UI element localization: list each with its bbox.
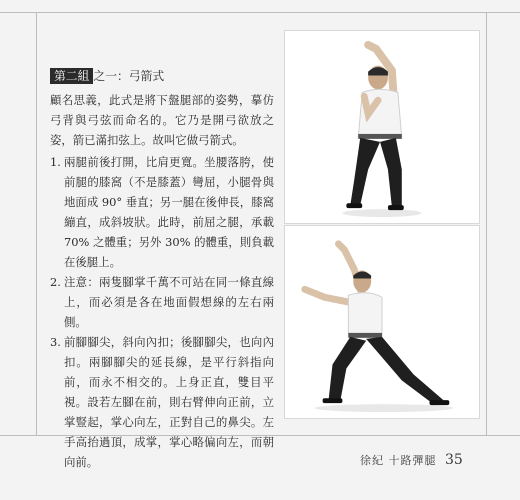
page-footer (360, 452, 500, 468)
stance-photo-side (284, 225, 480, 419)
top-rule (0, 12, 520, 13)
step-number: 3. (50, 335, 61, 349)
footer-author: 徐紀 (360, 454, 384, 467)
step-item (48, 152, 274, 272)
page-number: 35 (445, 452, 463, 468)
right-margin-rule (486, 12, 487, 435)
footer-book-title: 十路彈腿 (388, 454, 437, 467)
section-title: 之一：弓箭式 (93, 69, 165, 83)
section-badge: 第二組 (50, 68, 93, 84)
step-number: 2. (50, 275, 61, 289)
step-text: 注意：兩隻腳掌千萬不可站在同一條直線上，而必須是各在地面假想線的左右兩側。 (64, 275, 274, 329)
intro-paragraph: 顧名思義，此式是將下盤腿部的姿勢，摹仿弓背與弓弦而命名的。它乃是開弓欲放之姿，箭已滿扣弦上。故叫它做弓箭式。 (50, 93, 274, 147)
step-item (48, 332, 274, 472)
steps-list (48, 152, 274, 472)
stance-photo-front (284, 30, 480, 224)
figure-side-view (285, 226, 479, 418)
text-column (48, 66, 274, 472)
section-heading (50, 66, 274, 86)
step-text: 兩腿前後打開，比肩更寬。坐腰落胯，使前腿的膝窩（不是膝蓋）彎屈，小腿骨與地面成 90° 垂直；另一腿在後伸長，膝窩繃直，成斜坡狀。此時，前屈之腿，承載 70% 之體重；另外 30% 的體重，則負載在後腿上。 (64, 155, 274, 269)
step-item (48, 272, 274, 332)
figure-front-view (285, 31, 479, 223)
step-number: 1. (50, 155, 61, 169)
step-text: 前腳腳尖，斜向內扣；後腳腳尖，也向內扣。兩腳腳尖的延長線，是平行斜指向前，而永不相交的。上身正直，雙目平視。設若左腳在前，則右臂伸向正前，立掌豎起，掌心向左，正對自己的鼻尖。左手高抬過頂，成掌，掌心略偏向左，而朝向前。 (64, 335, 274, 469)
left-margin-rule (36, 12, 37, 435)
